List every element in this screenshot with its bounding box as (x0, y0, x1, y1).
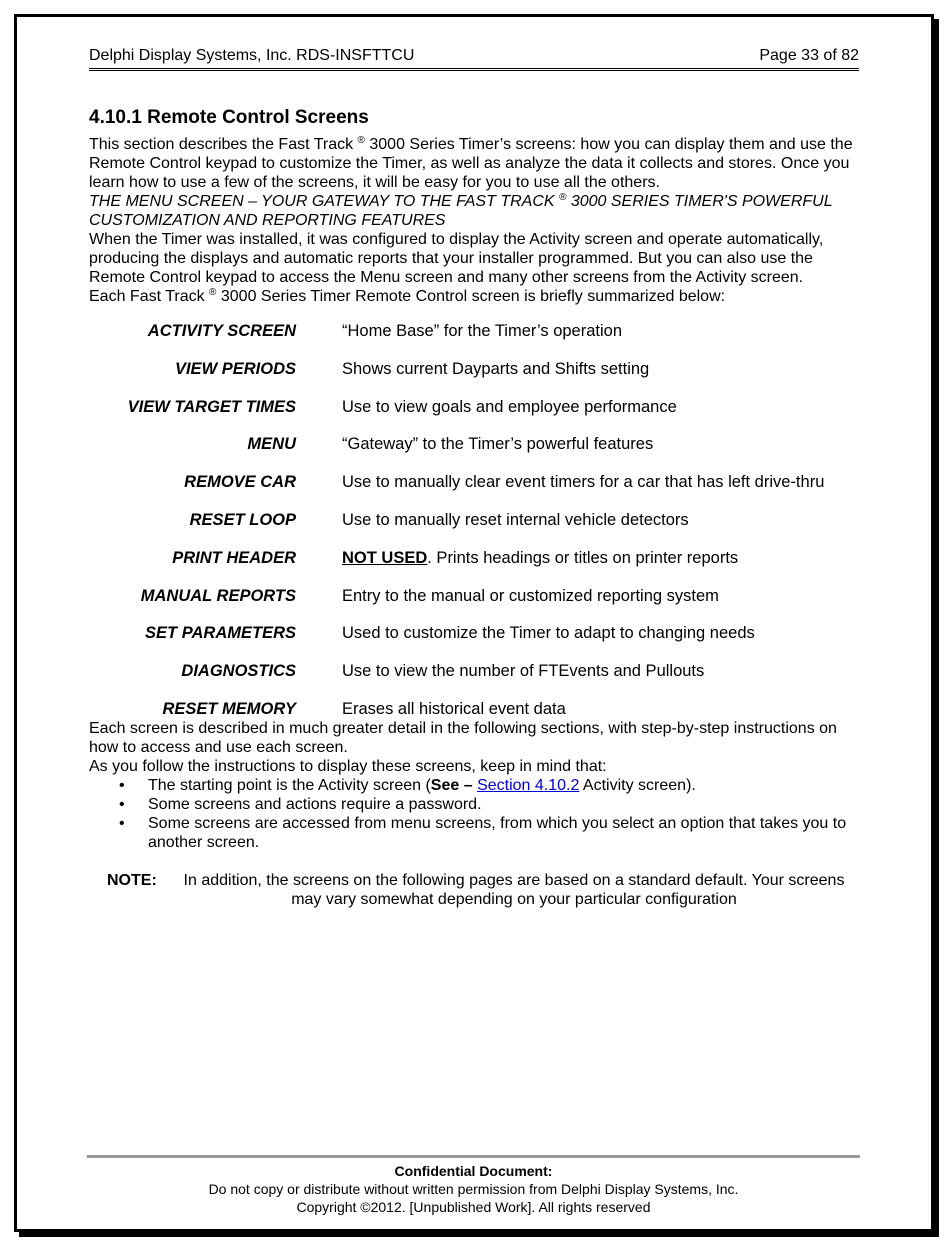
page-header (89, 46, 859, 71)
bullet-text-end: Activity screen). (579, 776, 696, 794)
definition-row (89, 549, 859, 587)
bullet-text: The starting point is the Activity screen ( (148, 776, 431, 794)
registered-mark: ® (357, 135, 365, 146)
intro-paragraph (89, 135, 859, 192)
list-item (119, 776, 859, 795)
definition-desc: Erases all historical event data (342, 699, 566, 718)
screen-definitions-list (89, 322, 859, 719)
intro-text-a: This section describes the Fast Track (89, 136, 358, 153)
definition-desc: Shows current Dayparts and Shifts setting (342, 359, 650, 378)
definition-term: MANUAL REPORTS (140, 586, 296, 605)
definition-desc: “Gateway” to the Timer’s powerful features (342, 435, 654, 454)
page-content (89, 107, 859, 909)
definition-term: REMOVE CAR (184, 473, 296, 492)
instructions-paragraph: As you follow the instructions to display these screens, keep in mind that: (89, 757, 607, 775)
bullet-icon: • (119, 814, 125, 832)
menu-screen-heading (89, 192, 859, 230)
definition-term: PRINT HEADER (172, 548, 296, 567)
definition-desc-text: . Prints headings or titles on printer reports (427, 548, 739, 567)
definition-row (89, 398, 859, 436)
summary-text-a: Each Fast Track (89, 288, 210, 305)
definition-row (89, 360, 859, 398)
definition-row (89, 511, 859, 549)
definition-desc: “Home Base” for the Timer’s operation (342, 322, 623, 340)
footer-copyright: Copyright ©2012. [Unpublished Work]. All rights reserved (296, 1199, 651, 1215)
definition-row (89, 587, 859, 625)
definition-desc: Use to manually reset internal vehicle detectors (342, 510, 689, 529)
section-title: 4.10.1 Remote Control Screens (89, 107, 369, 128)
bullet-icon: • (119, 776, 125, 794)
summary-text-b: 3000 Series Timer Remote Control screen is briefly summarized below: (216, 288, 726, 305)
definition-row (89, 624, 859, 662)
details-paragraph: Each screen is described in much greater detail in the following sections, with step-by-step instructions on how to access and use each screen. (89, 719, 837, 756)
see-label: See – (430, 776, 473, 794)
footer-notice: Do not copy or distribute without written permission from Delphi Display Systems, Inc. (208, 1181, 739, 1197)
definition-row (89, 700, 859, 719)
definition-term: RESET MEMORY (162, 699, 296, 718)
page-footer (87, 1155, 860, 1216)
definition-desc: Use to manually clear event timers for a car that has left drive-thru (342, 473, 825, 492)
header-company: Delphi Display Systems, Inc. RDS-INSFTTCU (89, 47, 415, 64)
bullet-icon: • (119, 795, 125, 813)
menu-heading-b: 3000 SERIES TIMER'S POWERFUL CUSTOMIZATION AND REPORTING FEATURES (89, 193, 833, 229)
registered-mark: ® (559, 192, 567, 203)
definition-term: VIEW PERIODS (174, 359, 296, 378)
list-item (119, 795, 859, 814)
definition-term: MENU (247, 435, 296, 454)
registered-mark: ® (209, 287, 217, 298)
installation-paragraph: When the Timer was installed, it was configured to display the Activity screen and operate automatically, producing the displays and automatic reports that your installer programmed. But you can also use the Remote Control keypad to access the Menu screen and many other screens from the Activity screen. (89, 231, 824, 286)
list-item (119, 814, 859, 852)
definition-desc: Used to customize the Timer to adapt to changing needs (342, 624, 755, 643)
definition-term: ACTIVITY SCREEN (147, 322, 296, 340)
bullet-text: Some screens are accessed from menu screens, from which you select an option that takes you to another screen. (148, 814, 847, 851)
bullet-text: Some screens and actions require a password. (148, 795, 482, 813)
definition-row (89, 662, 859, 700)
note-text: In addition, the screens on the following pages are based on a standard default. Your screens may vary somewhat depending on your particular configuration (183, 871, 845, 908)
definition-desc: Use to view the number of FTEvents and Pullouts (342, 662, 705, 681)
intro-text-b: 3000 Series Timer’s screens: how you can display them and use the Remote Control keypad to customize the Timer, as well as analyze the data it collects and stores. Once you learn how to use a few of the screens, it will be easy for you to use all the others. (89, 136, 853, 191)
tips-list (89, 776, 859, 852)
definition-term: RESET LOOP (189, 510, 296, 529)
definition-row (89, 322, 859, 360)
definition-desc (342, 549, 738, 568)
definition-desc: Use to view goals and employee performance (342, 397, 677, 416)
definition-desc: Entry to the manual or customized reporting system (342, 586, 719, 605)
definition-term: VIEW TARGET TIMES (127, 397, 296, 416)
not-used-label: NOT USED (342, 548, 428, 567)
definition-row (89, 435, 859, 473)
section-link[interactable]: Section 4.10.2 (477, 776, 580, 794)
note-label: NOTE: (107, 871, 157, 889)
page-number: Page 33 of 82 (759, 47, 859, 64)
definition-term: SET PARAMETERS (145, 624, 296, 643)
footer-title: Confidential Document: (394, 1163, 553, 1179)
definition-term: DIAGNOSTICS (181, 662, 296, 681)
definition-row (89, 473, 859, 511)
summary-intro (89, 287, 859, 306)
menu-heading-a: THE MENU SCREEN – YOUR GATEWAY TO THE FAST TRACK (89, 193, 559, 210)
note-block (89, 871, 859, 909)
